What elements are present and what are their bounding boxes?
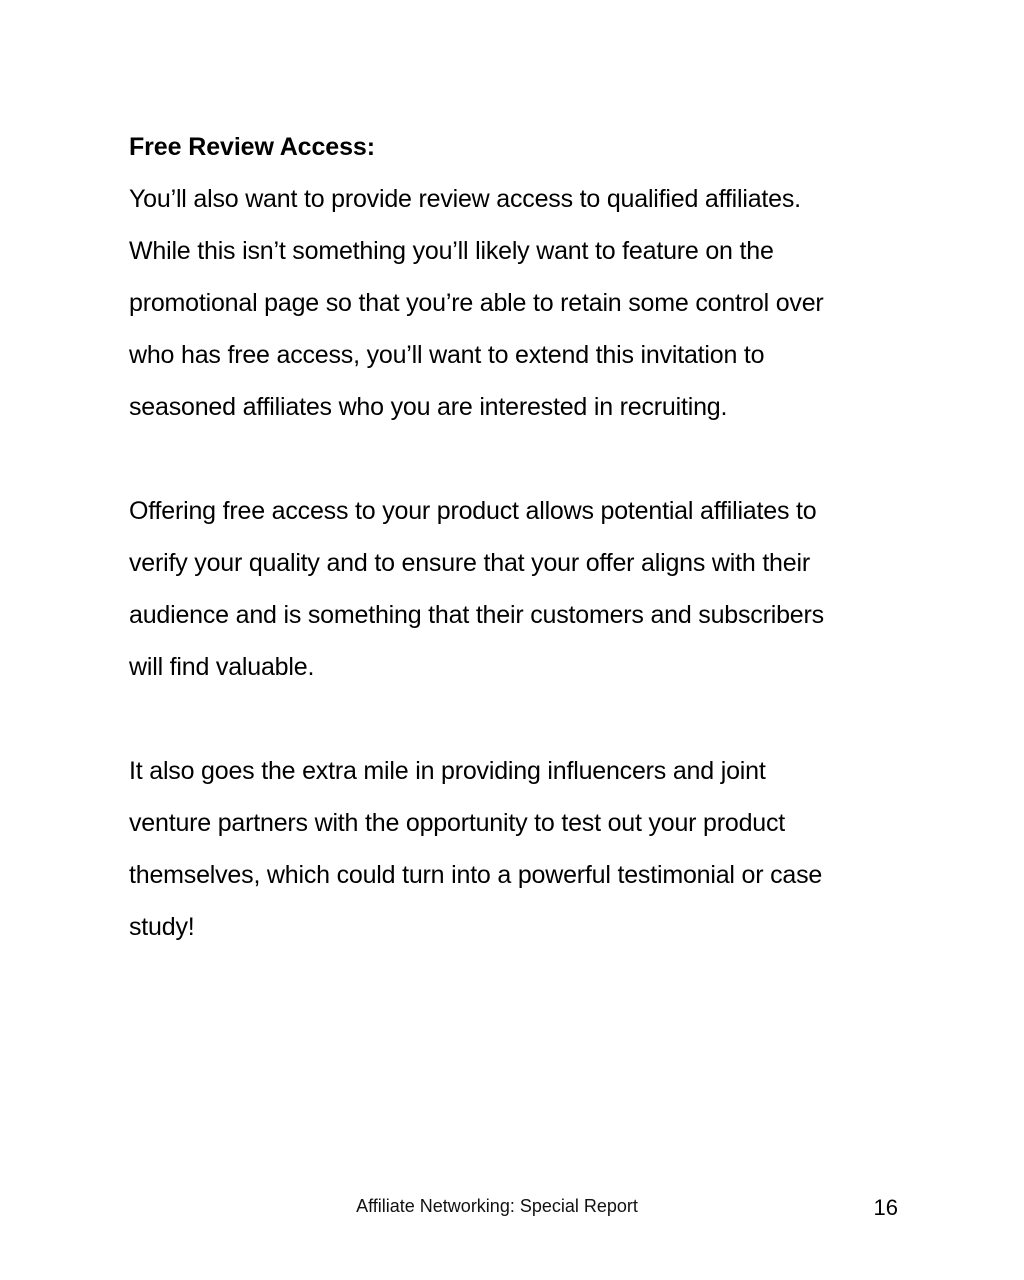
paragraph-line: audience and is something that their customers and subscribers xyxy=(129,601,824,629)
paragraph-line: It also goes the extra mile in providing influencers and joint xyxy=(129,757,766,785)
paragraph-line: study! xyxy=(129,913,195,941)
page-number: 16 xyxy=(873,1195,898,1220)
paragraph-line: verify your quality and to ensure that your offer aligns with their xyxy=(129,549,810,577)
paragraph-free-access xyxy=(129,485,909,693)
paragraph-review-access xyxy=(129,173,909,433)
paragraph-line: You’ll also want to provide review access to qualified affiliates. xyxy=(129,185,801,213)
paragraph-line: While this isn’t something you’ll likely want to feature on the xyxy=(129,237,774,265)
paragraph-extra-mile xyxy=(129,745,909,953)
paragraph-line: who has free access, you’ll want to extend this invitation to xyxy=(129,341,765,369)
section-heading: Free Review Access: xyxy=(129,133,375,161)
footer-report-title: Affiliate Networking: Special Report xyxy=(356,1196,638,1216)
page-content xyxy=(129,121,909,953)
paragraph-line: themselves, which could turn into a powerful testimonial or case xyxy=(129,861,823,889)
paragraph-line: will find valuable. xyxy=(129,653,315,681)
paragraph-line: promotional page so that you’re able to retain some control over xyxy=(129,289,824,317)
paragraph-line: seasoned affiliates who you are interested in recruiting. xyxy=(129,393,728,421)
paragraph-line: Offering free access to your product allows potential affiliates to xyxy=(129,497,817,525)
paragraph-line: venture partners with the opportunity to test out your product xyxy=(129,809,786,837)
